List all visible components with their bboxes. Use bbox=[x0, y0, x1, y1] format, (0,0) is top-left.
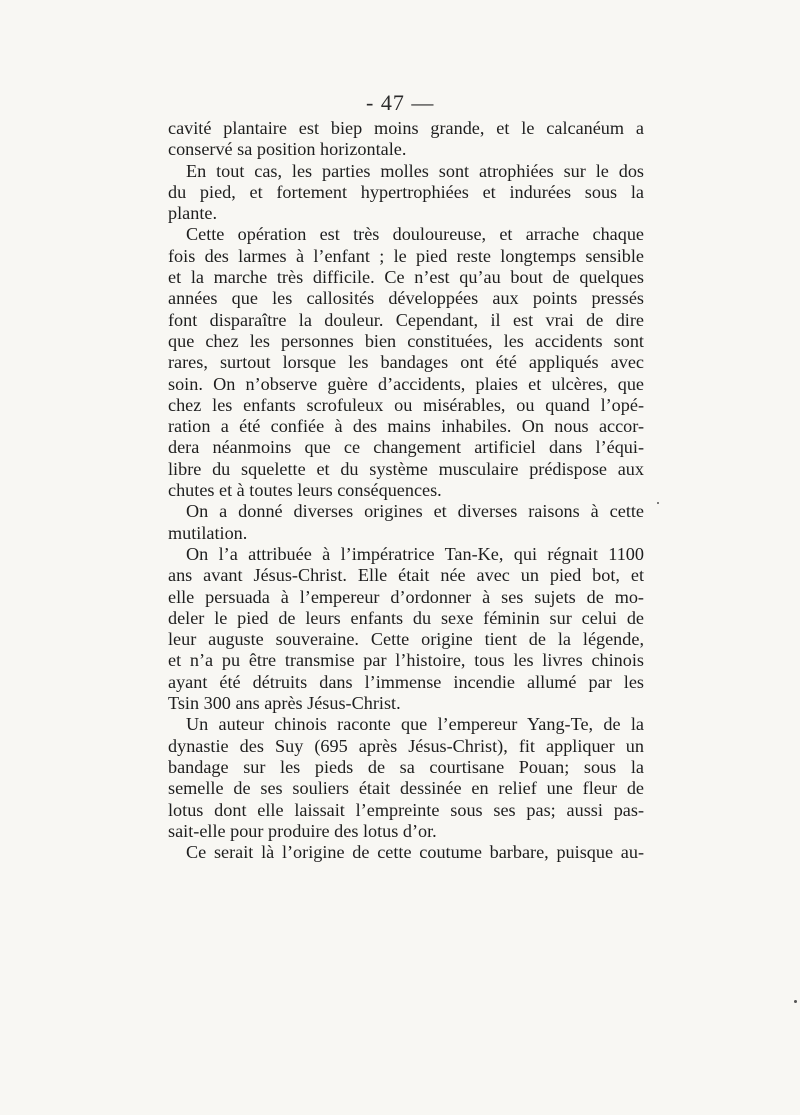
text-line: fois des larmes à l’enfant ; le pied reste longtemps sensible bbox=[168, 245, 644, 266]
text-line: du pied, et fortement hypertrophiées et indurées sous la bbox=[168, 181, 644, 202]
text-line: Cette opération est très douloureuse, et arrache chaque bbox=[186, 224, 644, 245]
text-line: bandage sur les pieds de sa courtisane Pouan; sous la bbox=[168, 756, 644, 777]
paragraph bbox=[168, 842, 644, 863]
ink-speck bbox=[657, 502, 659, 504]
text-line: plante. bbox=[168, 203, 217, 224]
text-line: Tsin 300 ans après Jésus-Christ. bbox=[168, 693, 401, 714]
text-line: dynastie des Suy (695 après Jésus-Christ), fit appliquer un bbox=[168, 735, 644, 756]
paragraph bbox=[168, 118, 644, 161]
text-line: et n’a pu être transmise par l’histoire, tous les livres chinois bbox=[168, 650, 644, 671]
text-line: En tout cas, les parties molles sont atrophiées sur le dos bbox=[186, 160, 644, 181]
page-number: - 47 — bbox=[366, 90, 435, 115]
text-line: et la marche très difficile. Ce n’est qu’au bout de quelques bbox=[168, 267, 644, 288]
text-line: libre du squelette et du système musculaire prédispose aux bbox=[168, 458, 644, 479]
text-line: conservé sa position horizontale. bbox=[168, 139, 407, 160]
text-line: font disparaître la douleur. Cependant, il est vrai de dire bbox=[168, 309, 644, 330]
text-line: On a donné diverses origines et diverses raisons à cette bbox=[186, 501, 644, 522]
body-text bbox=[168, 118, 644, 863]
text-line: Un auteur chinois raconte que l’empereur Yang-Te, de la bbox=[186, 714, 644, 735]
text-line: cavité plantaire est biep moins grande, et le calcanéum a bbox=[168, 118, 644, 138]
text-line: sait-elle pour produire des lotus d’or. bbox=[168, 820, 437, 841]
text-line: chez les enfants scrofuleux ou misérables, ou quand l’opé- bbox=[168, 394, 644, 415]
text-line: ration a été confiée à des mains inhabiles. On nous accor- bbox=[168, 416, 644, 437]
text-line: chutes et à toutes leurs conséquences. bbox=[168, 480, 442, 501]
text-line: années que les callosités développées aux points pressés bbox=[168, 288, 644, 309]
text-line: On l’a attribuée à l’impératrice Tan-Ke, qui régnait 1100 bbox=[186, 543, 644, 564]
paragraph bbox=[168, 161, 644, 225]
text-line: lotus dont elle laissait l’empreinte sous ses pas; aussi pas- bbox=[168, 799, 644, 820]
text-line: Ce serait là l’origine de cette coutume barbare, puisque au- bbox=[186, 842, 644, 863]
paragraph bbox=[168, 501, 644, 544]
paragraph bbox=[168, 224, 644, 501]
text-line: rares, surtout lorsque les bandages ont été appliqués avec bbox=[168, 352, 644, 373]
text-line: soin. On n’observe guère d’accidents, plaies et ulcères, que bbox=[168, 373, 644, 394]
text-line: ans avant Jésus-Christ. Elle était née avec un pied bot, et bbox=[168, 565, 644, 586]
paragraph bbox=[168, 714, 644, 842]
text-line: elle persuada à l’empereur d’ordonner à ses sujets de mo- bbox=[168, 586, 644, 607]
ink-speck bbox=[794, 1000, 797, 1003]
paragraph bbox=[168, 544, 644, 714]
text-line: ayant été détruits dans l’immense incendie allumé par les bbox=[168, 671, 644, 692]
text-line: dera néanmoins que ce changement artificiel dans l’équi- bbox=[168, 437, 644, 458]
text-line: mutilation. bbox=[168, 522, 248, 543]
text-line: leur auguste souveraine. Cette origine tient de la légende, bbox=[168, 629, 644, 650]
text-line: deler le pied de leurs enfants du sexe féminin sur celui de bbox=[168, 607, 644, 628]
text-line: semelle de ses souliers était dessinée en relief une fleur de bbox=[168, 778, 644, 799]
text-line: que chez les personnes bien constituées, les accidents sont bbox=[168, 330, 644, 351]
